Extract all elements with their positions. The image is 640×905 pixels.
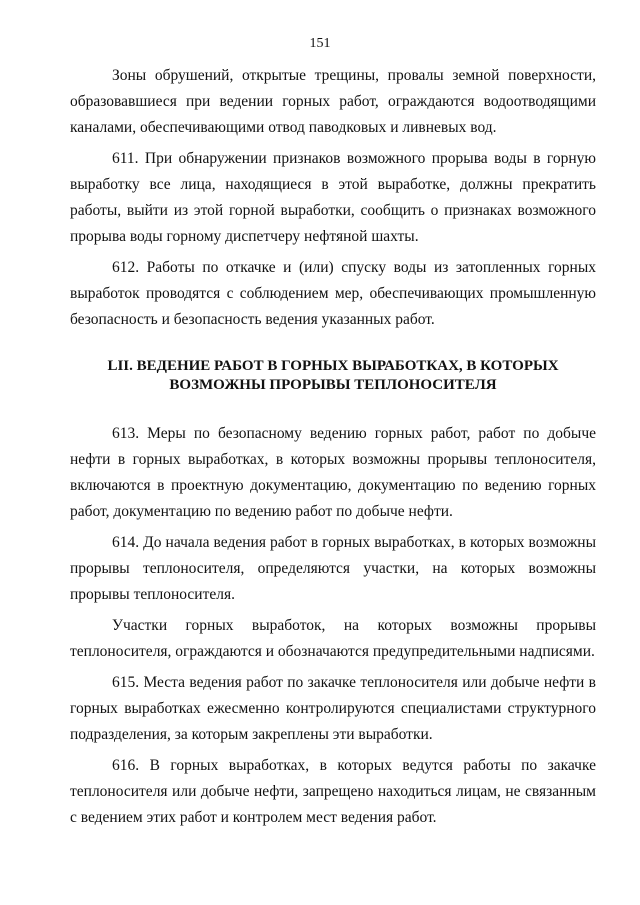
page-number: 151 [309,36,331,51]
section-heading [70,357,596,395]
paragraph-611: 611. При обнаружении признаков возможного прорыва воды в горную выработку все лица, находящиеся в этой выработке, должны прекратить работы, выйти из этой горной выработки, сообщить о признаках возможного прорыва воды горному диспетчеру нефтяной шахты. [70,150,596,245]
paragraph-613: 613. Меры по безопасному ведению горных работ, работ по добыче нефти в горных выработках, в которых возможны прорывы теплоносителя, включаются в проектную документацию, документацию по ведению горных работ, документацию по ведению работ по добыче нефти. [70,425,596,520]
paragraph-collapse-zones: Зоны обрушений, открытые трещины, провалы земной поверхности, образовавшиеся при ведении горных работ, ограждаются водоотводящими каналами, обеспечивающими отвод паводковых и ливневых вод. [70,67,596,136]
section-heading-line1: LII. ВЕДЕНИЕ РАБОТ В ГОРНЫХ ВЫРАБОТКАХ, В КОТОРЫХ [107,358,559,374]
document-body [70,63,596,836]
paragraph-616: 616. В горных выработках, в которых ведутся работы по закачке теплоносителя или добыче нефти, запрещено находиться лицам, не связанным с ведением этих работ и контролем мест ведения работ. [70,757,596,826]
paragraph-614-continued: Участки горных выработок, на которых возможны прорывы теплоносителя, ограждаются и обозначаются предупредительными надписями. [70,617,596,660]
paragraph-612: 612. Работы по откачке и (или) спуску воды из затопленных горных выработок проводятся с соблюдением мер, обеспечивающих промышленную безопасность и безопасность ведения указанных работ. [70,259,596,328]
paragraph-615: 615. Места ведения работ по закачке теплоносителя или добыче нефти в горных выработках ежесменно контролируются специалистами структурного подразделения, за которым закреплены эти выработки. [70,674,596,743]
paragraph-614: 614. До начала ведения работ в горных выработках, в которых возможны прорывы теплоносителя, определяются участки, на которых возможны прорывы теплоносителя. [70,534,596,603]
section-heading-line2: ВОЗМОЖНЫ ПРОРЫВЫ ТЕПЛОНОСИТЕЛЯ [169,377,497,393]
